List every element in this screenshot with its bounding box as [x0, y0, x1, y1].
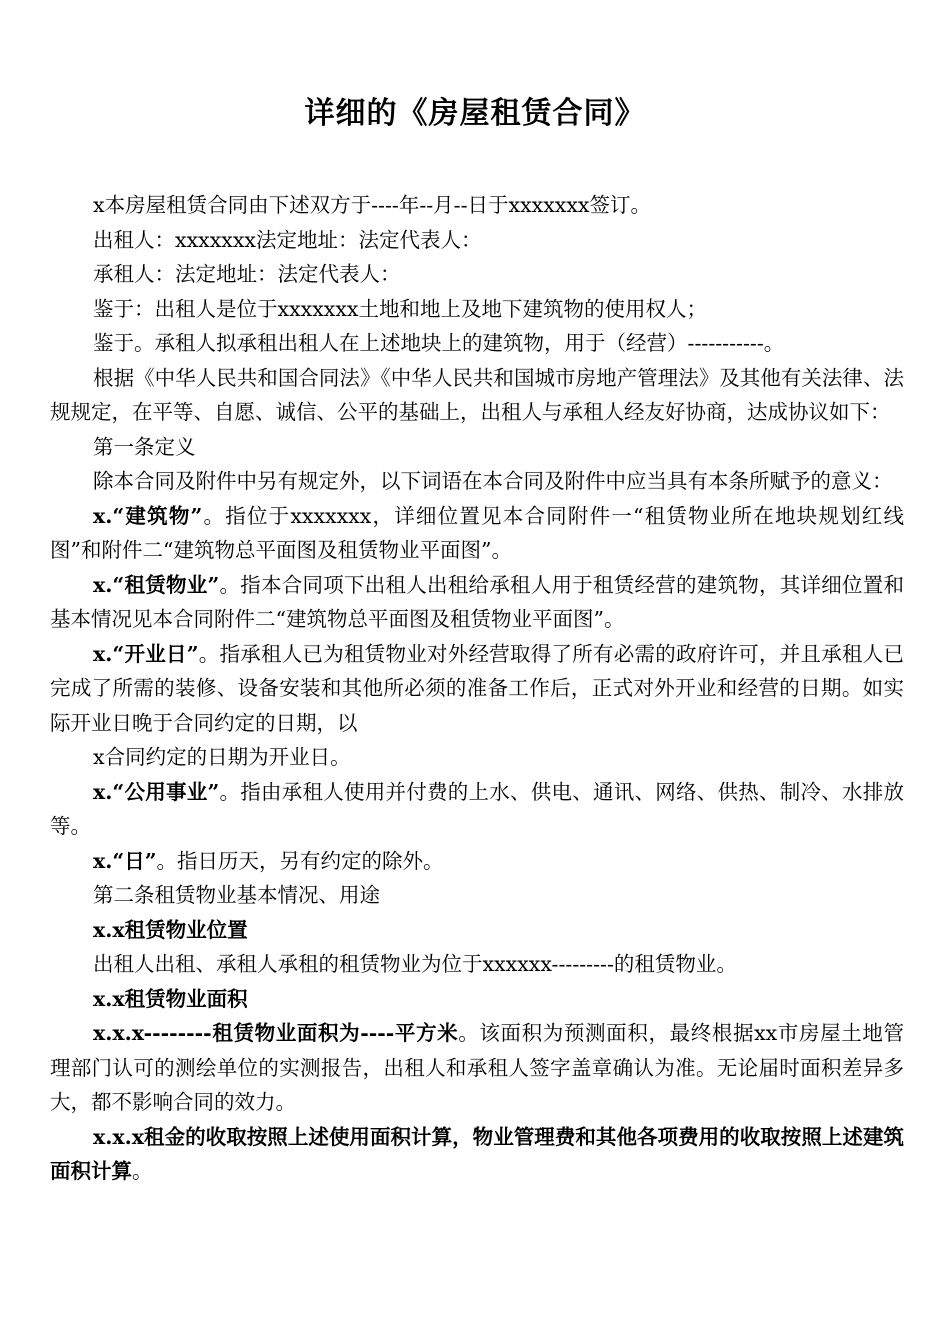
paragraph-whereas-2: 鉴于。承租人拟承租出租人在上述地块上的建筑物，用于（经营）-----------。 — [93, 331, 785, 355]
section-heading-property-info: 第二条租赁物业基本情况、用途 — [93, 883, 381, 907]
paragraph-lessor: 出租人：xxxxxxx法定地址：法定代表人： — [93, 227, 482, 252]
definition-building: x.“建筑物”。指位于xxxxxxx，详细位置见本合同附件一“租赁物业所在地块规划红线图”和附件二“建筑物总平面图及租赁物业平面图”。 — [50, 503, 904, 562]
definition-day: x.“日”。指日历天，另有约定的除外。 — [93, 848, 444, 873]
document-title: 详细的《房屋租赁合同》 — [304, 96, 646, 131]
definition-utilities: x.“公用事业”。指由承租人使用并付费的上水、供电、通讯、网络、供热、制冷、水排放等。 — [50, 779, 904, 838]
definition-leased-property: x.“租赁物业”。指本合同项下出租人出租给承租人用于租赁经营的建筑物，其详细位置和基本情况见本合同附件二“建筑物总平面图及租赁物业平面图”。 — [50, 572, 904, 631]
clause-property-area: x.x.x--------租赁物业面积为----平方米。该面积为预测面积，最终根据xx市房屋土地管理部门认可的测绘单位的实测报告，出租人和承租人签字盖章确认为准。无论届时面积差异多大，都不影响合同的效力。 — [50, 1021, 904, 1114]
paragraph-property-location: 出租人出租、承租人承租的租赁物业为位于xxxxxx---------的租赁物业。 — [93, 952, 737, 976]
paragraph-whereas-1: 鉴于：出租人是位于xxxxxxx土地和地上及地下建筑物的使用权人； — [93, 296, 707, 321]
document-body — [50, 188, 904, 1189]
clause-rent-calculation: x.x.x租金的收取按照上述使用面积计算，物业管理费和其他各项费用的收取按照上述建筑面积计算。 — [50, 1124, 904, 1183]
paragraph-signing: x本房屋租赁合同由下述双方于----年--月--日于xxxxxxx签订。 — [93, 193, 651, 217]
subheading-property-location: x.x租赁物业位置 — [93, 917, 248, 942]
paragraph-lessee: 承租人：法定地址：法定代表人： — [93, 262, 401, 286]
definition-opening-day-continued: x合同约定的日期为开业日。 — [93, 745, 351, 769]
definition-opening-day: x.“开业日”。指承租人已为租赁物业对外经营取得了所有必需的政府许可，并且承租人已完成了所需的装修、设备安装和其他所必须的准备工作后，正式对外开业和经营的日期。如实际开业日晚于合同约定的日期，以 — [50, 641, 904, 735]
section-heading-definitions: 第一条定义 — [93, 434, 196, 459]
subheading-property-area: x.x租赁物业面积 — [93, 986, 248, 1011]
paragraph-legal-basis: 根据《中华人民共和国合同法》《中华人民共和国城市房地产管理法》及其他有关法律、法规规定，在平等、自愿、诚信、公平的基础上，出租人与承租人经友好协商，达成协议如下： — [50, 365, 904, 424]
paragraph-definitions-intro: 除本合同及附件中另有规定外，以下词语在本合同及附件中应当具有本条所赋予的意义： — [93, 469, 893, 493]
